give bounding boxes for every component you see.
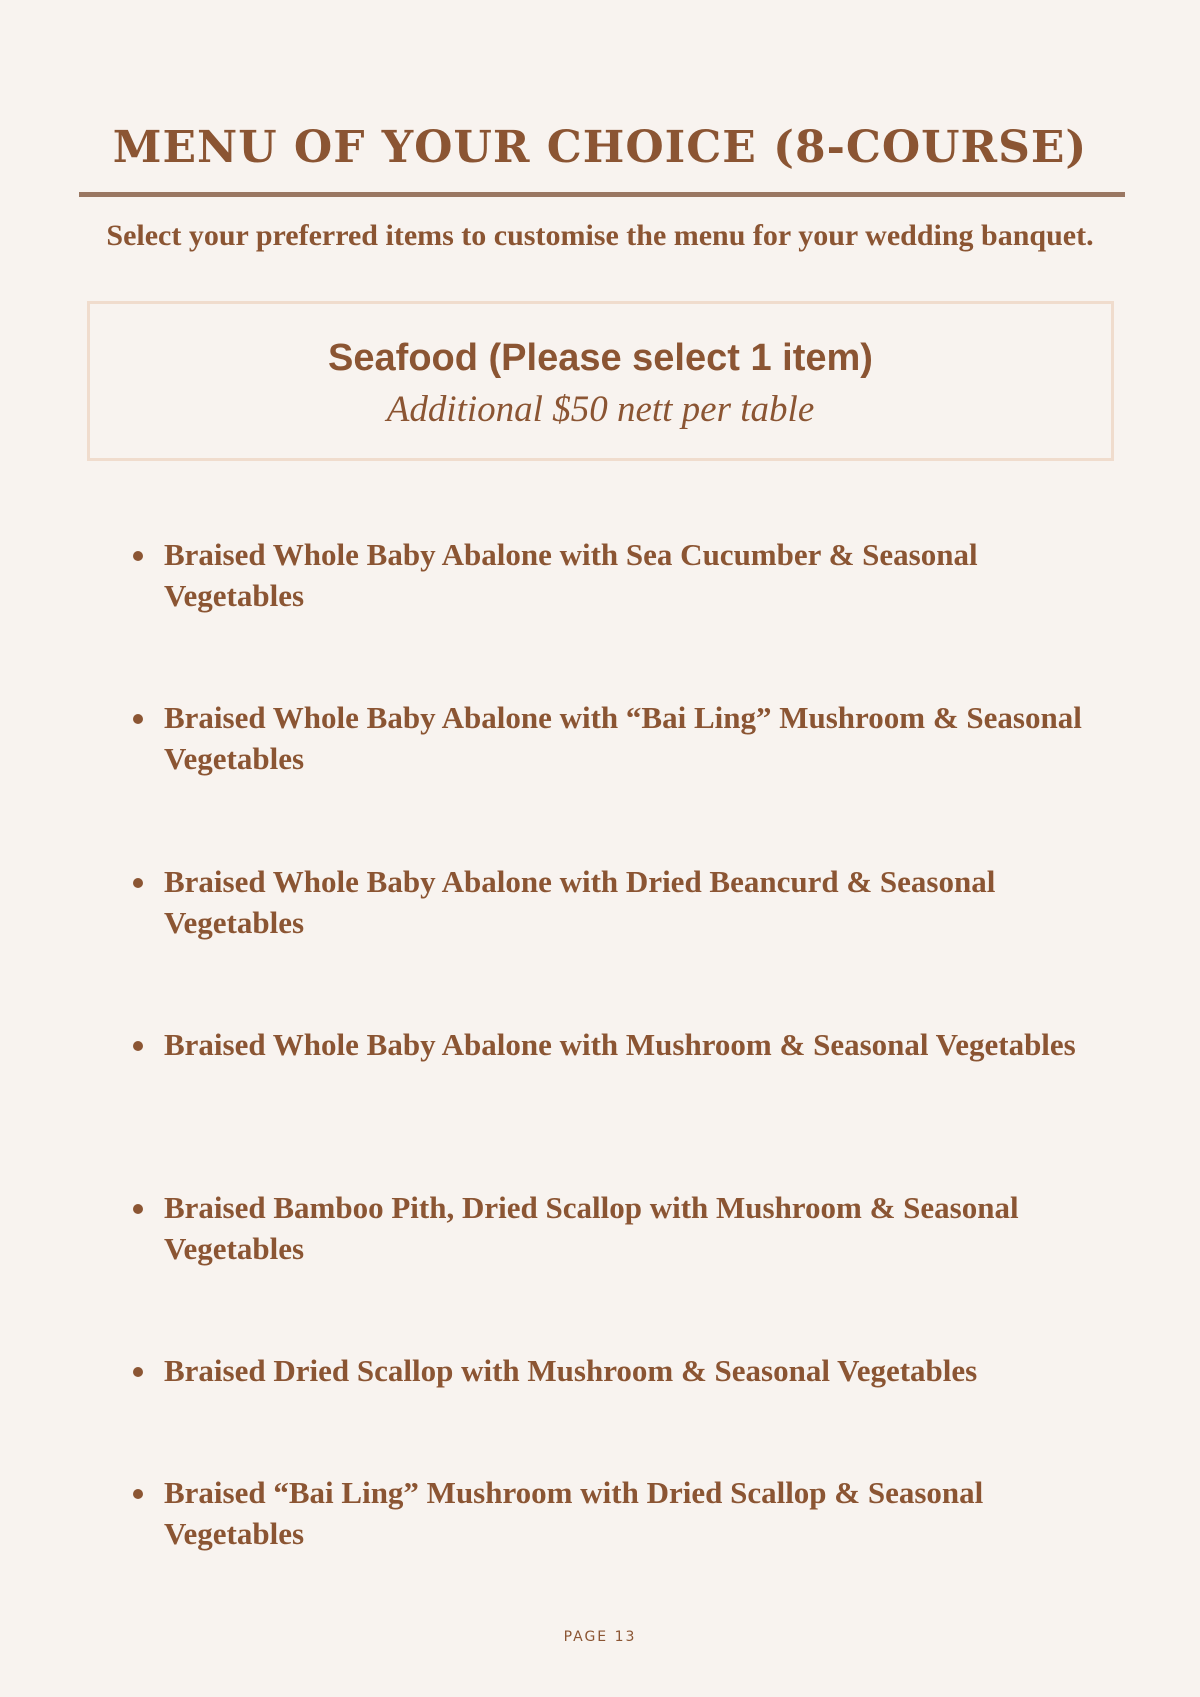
bullet-icon (133, 551, 143, 561)
section-heading: Seafood (Please select 1 item) (328, 337, 873, 379)
bullet-icon (133, 1489, 143, 1499)
page-subtitle: Select your preferred items to customise the menu for your wedding banquet. (106, 219, 1094, 252)
menu-item-label: Braised “Bai Ling” Mushroom with Dried Scallop & Seasonal Vegetables (164, 1475, 984, 1551)
menu-item-label: Braised Whole Baby Abalone with Sea Cucumber & Seasonal Vegetables (164, 537, 978, 613)
section-header-box (87, 301, 1114, 461)
bullet-icon (133, 714, 143, 724)
menu-item (164, 1350, 1114, 1391)
menu-item (164, 697, 1114, 779)
menu-item-label: Braised Whole Baby Abalone with “Bai Ling” Mushroom & Seasonal Vegetables (164, 700, 1082, 776)
page-number: PAGE 13 (563, 1629, 637, 1645)
menu-item (164, 1472, 1114, 1554)
menu-item-label: Braised Whole Baby Abalone with Mushroom & Seasonal Vegetables (164, 1027, 1076, 1062)
bullet-icon (133, 1367, 143, 1377)
page-title: MENU OF YOUR CHOICE (8-COURSE) (112, 122, 1088, 173)
bullet-icon (133, 878, 143, 888)
menu-item-label: Braised Whole Baby Abalone with Dried Beancurd & Seasonal Vegetables (164, 864, 996, 940)
bullet-icon (133, 1041, 143, 1051)
section-price-note: Additional $50 nett per table (386, 389, 815, 430)
menu-item (164, 534, 1114, 616)
menu-item (164, 861, 1114, 943)
menu-item (164, 1187, 1114, 1269)
title-divider (79, 192, 1125, 197)
menu-item-label: Braised Dried Scallop with Mushroom & Seasonal Vegetables (164, 1353, 978, 1388)
menu-item-label: Braised Bamboo Pith, Dried Scallop with Mushroom & Seasonal Vegetables (164, 1190, 1019, 1266)
menu-item (164, 1024, 1114, 1065)
bullet-icon (133, 1204, 143, 1214)
